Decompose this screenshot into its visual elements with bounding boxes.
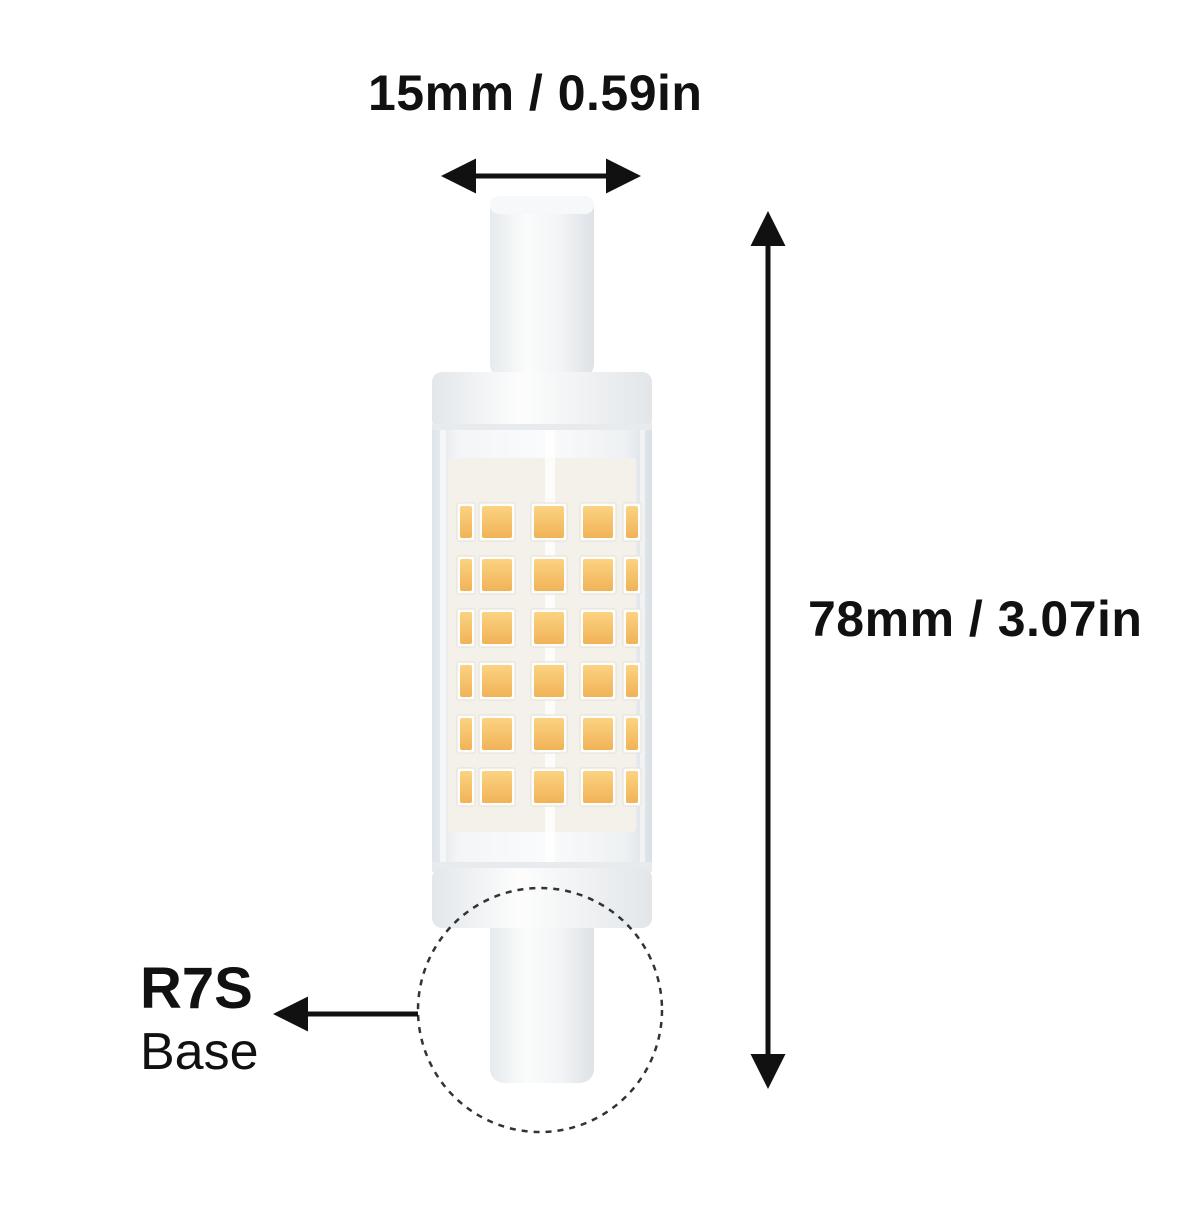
led-chip (479, 768, 515, 806)
led-chip (457, 768, 475, 806)
led-chip (457, 662, 475, 700)
led-chip (623, 556, 641, 594)
led-chip (479, 503, 515, 541)
led-chip (623, 768, 641, 806)
led-chip (580, 556, 616, 594)
led-chip (479, 609, 515, 647)
base-type-label: R7S (140, 956, 253, 1021)
led-chip (580, 662, 616, 700)
led-chip (479, 715, 515, 753)
led-chip (623, 662, 641, 700)
bottom-pin (490, 905, 594, 1083)
led-chip (623, 715, 641, 753)
led-chip (623, 609, 641, 647)
led-chip (479, 556, 515, 594)
led-chip (531, 556, 567, 594)
led-chip (580, 503, 616, 541)
led-chip (580, 715, 616, 753)
top-end-cap (432, 372, 652, 434)
led-chip (623, 503, 641, 541)
led-chip (531, 503, 567, 541)
led-chip (457, 556, 475, 594)
led-chip (479, 662, 515, 700)
led-chip (457, 715, 475, 753)
led-chip (580, 609, 616, 647)
led-chip (580, 768, 616, 806)
led-chip (531, 715, 567, 753)
width-dimension-label: 15mm / 0.59in (368, 65, 703, 121)
led-chip (457, 609, 475, 647)
led-chip (457, 503, 475, 541)
top-pin (490, 196, 594, 378)
led-chip (531, 768, 567, 806)
led-chip (531, 662, 567, 700)
base-caption-label: Base (140, 1023, 259, 1081)
led-chip (531, 609, 567, 647)
length-dimension-label: 78mm / 3.07in (808, 591, 1143, 647)
